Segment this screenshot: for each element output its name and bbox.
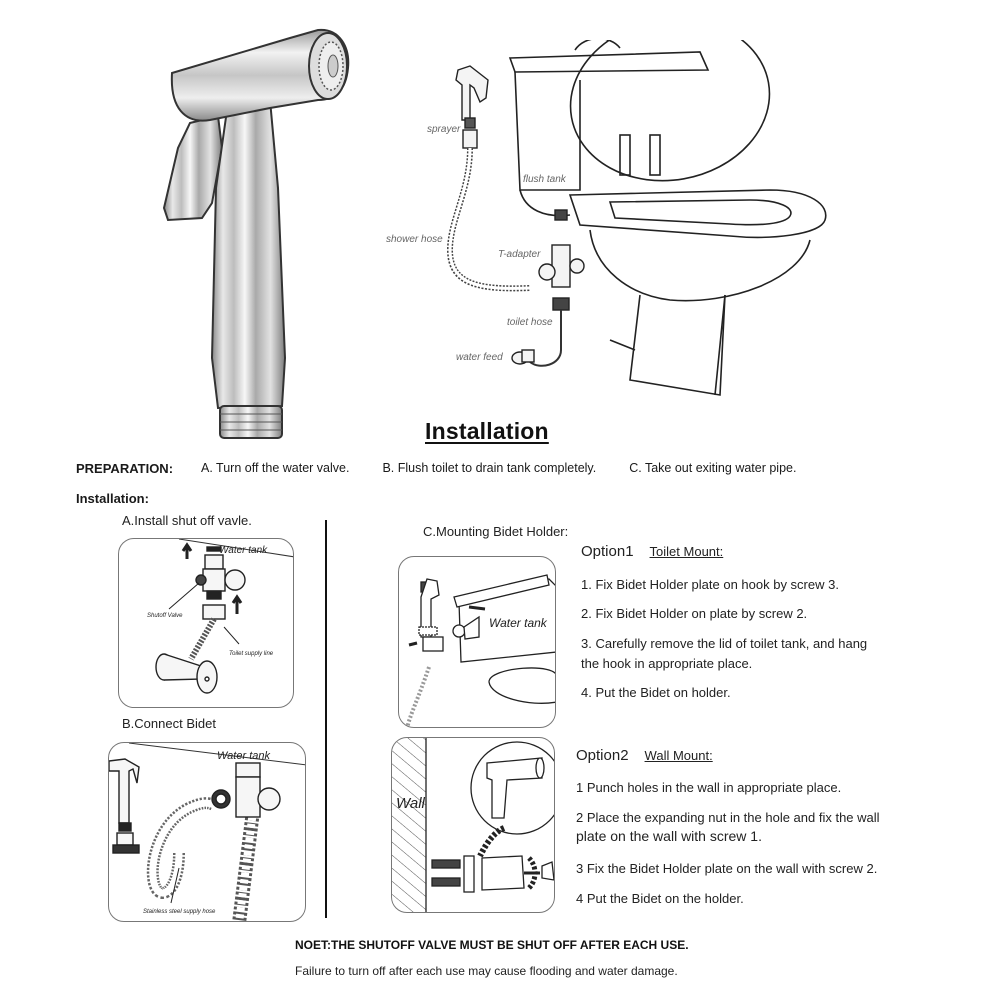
step-b-figure	[108, 742, 306, 922]
option1-figure	[398, 556, 556, 728]
option2-wall-label: Wall	[396, 795, 425, 812]
step-c-label: C.Mounting Bidet Holder:	[423, 524, 569, 539]
preparation-step-b: B. Flush toilet to drain tank completely.	[382, 461, 597, 475]
preparation-step-a: A. Turn off the water valve.	[201, 461, 350, 475]
column-divider	[325, 520, 327, 918]
preparation-heading: PREPARATION:	[76, 461, 174, 476]
option1-name: Option1	[581, 543, 634, 560]
step-b-label: B.Connect Bidet	[122, 716, 216, 731]
step-b-supply-hose-label: Stainless steel supply hose	[143, 909, 216, 915]
option2-step-4: 4 Put the Bidet on the holder.	[576, 891, 744, 906]
option1-step-2: 2. Fix Bidet Holder on plate by screw 2.	[581, 606, 808, 621]
option1-step-4: 4. Put the Bidet on holder.	[581, 685, 731, 700]
step-b-water-tank-label: Water tank	[217, 750, 270, 762]
safety-warning-detail: Failure to turn off after each use may cause flooding and water damage.	[295, 964, 678, 978]
option1-title	[581, 543, 723, 560]
option1-step-1: 1. Fix Bidet Holder plate on hook by screw 3.	[581, 577, 839, 592]
page-title: Installation	[425, 418, 549, 444]
option1-water-tank-label: Water tank	[489, 616, 547, 630]
installation-heading: Installation:	[76, 491, 149, 506]
option2-figure	[391, 737, 555, 913]
option2-step-1: 1 Punch holes in the wall in appropriate place.	[576, 780, 842, 795]
label-t-adapter: T-adapter	[498, 249, 541, 260]
option2-step-2: 2 Place the expanding nut in the hole and fix the wall	[576, 810, 880, 825]
option2-step-2-cont: plate on the wall with screw 1.	[576, 828, 762, 844]
toilet-plumbing-diagram	[370, 40, 930, 410]
option2-type: Wall Mount:	[644, 748, 713, 763]
option2-name: Option2	[576, 747, 629, 764]
step-a-figure	[118, 538, 294, 708]
preparation-step-c: C. Take out exiting water pipe.	[629, 461, 797, 475]
label-flush-tank: flush tank	[523, 174, 566, 185]
step-a-label: A.Install shut off vavle.	[122, 513, 252, 528]
option1-step-3-cont: the hook in appropriate place.	[581, 656, 753, 671]
option2-step-3: 3 Fix the Bidet Holder plate on the wall with screw 2.	[576, 861, 878, 876]
step-a-shutoff-valve-label: Shutoff Valve	[147, 613, 183, 619]
step-a-water-tank-label: Water tank	[219, 545, 268, 556]
safety-warning: NOET:THE SHUTOFF VALVE MUST BE SHUT OFF AFTER EACH USE.	[295, 938, 689, 952]
preparation-row	[76, 461, 829, 476]
option2-title	[576, 747, 713, 764]
label-sprayer: sprayer	[427, 124, 461, 135]
label-toilet-hose: toilet hose	[507, 317, 553, 328]
option1-step-3: 3. Carefully remove the lid of toilet tank, and hang	[581, 636, 868, 651]
label-water-feed: water feed	[456, 352, 503, 363]
step-a-supply-line-label: Toilet supply line	[229, 651, 274, 657]
option1-type: Toilet Mount:	[649, 544, 724, 559]
label-shower-hose: shower hose	[386, 234, 443, 245]
bidet-sprayer-illustration	[150, 28, 370, 448]
